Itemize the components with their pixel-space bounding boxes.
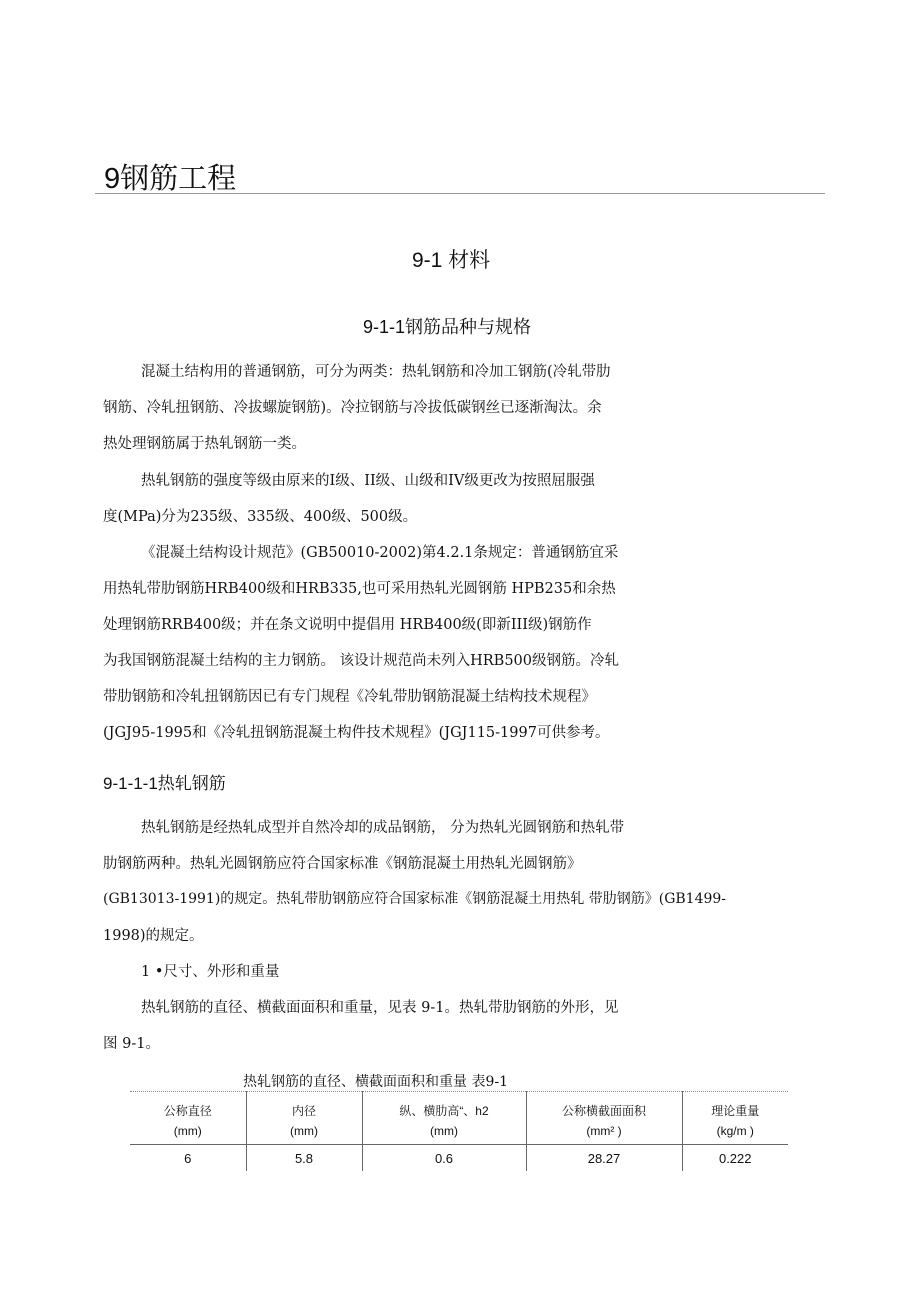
paragraph-line: (JGJ95-1995和《冷轧扭钢筋混凝土构件技术规程》(JGJ115-1997可供参考。 (103, 725, 610, 741)
table-header-row (130, 1092, 788, 1125)
table-unit-cell: (mm) (130, 1124, 246, 1145)
list-item-heading: 1 •尺寸、外形和重量 (141, 964, 280, 980)
section-title: 9-1 材料 (412, 249, 491, 272)
paragraph-line: 肋钢筋两种。热轧光圆钢筋应符合国家标准《钢筋混凝土用热轧光圆钢筋》 (103, 856, 582, 872)
paragraph-line: 热处理钢筋属于热轧钢筋一类。 (103, 436, 306, 452)
paragraph-line: 热轧钢筋的强度等级由原来的I级、II级、山级和IV级更改为按照屈服强 (141, 473, 595, 489)
paragraph-line: (GB13013-1991)的规定。热轧带肋钢筋应符合国家标准《钢筋混凝土用热轧 带肋钢筋》(GB1499- (103, 891, 727, 907)
paragraph-line: 度(MPa)分为235级、335级、400级、500级。 (103, 509, 418, 525)
chapter-title: 9钢筋工程 (104, 163, 237, 195)
table-unit-cell: (mm) (246, 1124, 362, 1145)
paragraph-line: 为我国钢筋混凝土结构的主力钢筋。 该设计规范尚未列入HRB500级钢筋。冷轧 (103, 653, 620, 669)
paragraph-line: 混凝土结构用的普通钢筋，可分为两类：热轧钢筋和冷加工钢筋(冷轧带肋 (141, 364, 611, 380)
table-header-cell: 内径 (246, 1092, 362, 1125)
paragraph-line: 1998)的规定。 (103, 928, 204, 944)
table-header-cell: 公称直径 (130, 1092, 246, 1125)
data-table (130, 1091, 788, 1171)
subsection-title: 9-1-1钢筋品种与规格 (363, 317, 532, 337)
paragraph-line: 带肋钢筋和冷轧扭钢筋因已有专门规程《冷轧带肋钢筋混凝土结构技术规程》 (103, 689, 596, 705)
table-caption: 热轧钢筋的直径、横截面面积和重量 表9-1 (243, 1074, 508, 1090)
table-cell: 6 (184, 1150, 192, 1166)
paragraph-line: 热轧钢筋是经热轧成型并自然冷却的成品钢筋， 分为热轧光圆钢筋和热轧带 (141, 820, 625, 836)
paragraph-line: 《混凝土结构设计规范》(GB50010-2002)第4.2.1条规定：普通钢筋宜采 (141, 545, 619, 561)
paragraph-line: 热轧钢筋的直径、横截面面积和重量，见表 9-1。热轧带肋钢筋的外形，见 (141, 1000, 619, 1016)
table-cell: 28.27 (526, 1145, 682, 1172)
table-header-cell: 公称横截面面积 (526, 1092, 682, 1125)
table-unit-cell: (mm) (362, 1124, 526, 1145)
table-cell: 0.222 (682, 1145, 788, 1172)
table-cell: 5.8 (246, 1145, 362, 1172)
subsubsection-title: 9-1-1-1热轧钢筋 (103, 774, 226, 793)
paragraph-line: 处理钢筋RRB400级；并在条文说明中提倡用 HRB400级(即新III级)钢筋作 (103, 617, 592, 633)
table-unit-cell: (mm² ) (526, 1124, 682, 1145)
table-unit-cell: (kg/m ) (682, 1124, 788, 1145)
table-unit-row (130, 1124, 788, 1145)
paragraph-line: 钢筋、冷轧扭钢筋、冷拔螺旋钢筋)。冷拉钢筋与冷拔低碳钢丝已逐渐淘汰。余 (103, 400, 602, 416)
chapter-divider (95, 193, 825, 194)
paragraph-line: 图 9-1。 (103, 1036, 160, 1052)
paragraph-line: 用热轧带肋钢筋HRB400级和HRB335,也可采用热轧光圆钢筋 HPB235和余热 (103, 581, 616, 597)
table-cell: 0.6 (362, 1145, 526, 1172)
table-header-cell: 理论重量 (682, 1092, 788, 1125)
table-row (130, 1145, 788, 1172)
table-header-cell: 纵、横肋高“、h2 (362, 1092, 526, 1125)
